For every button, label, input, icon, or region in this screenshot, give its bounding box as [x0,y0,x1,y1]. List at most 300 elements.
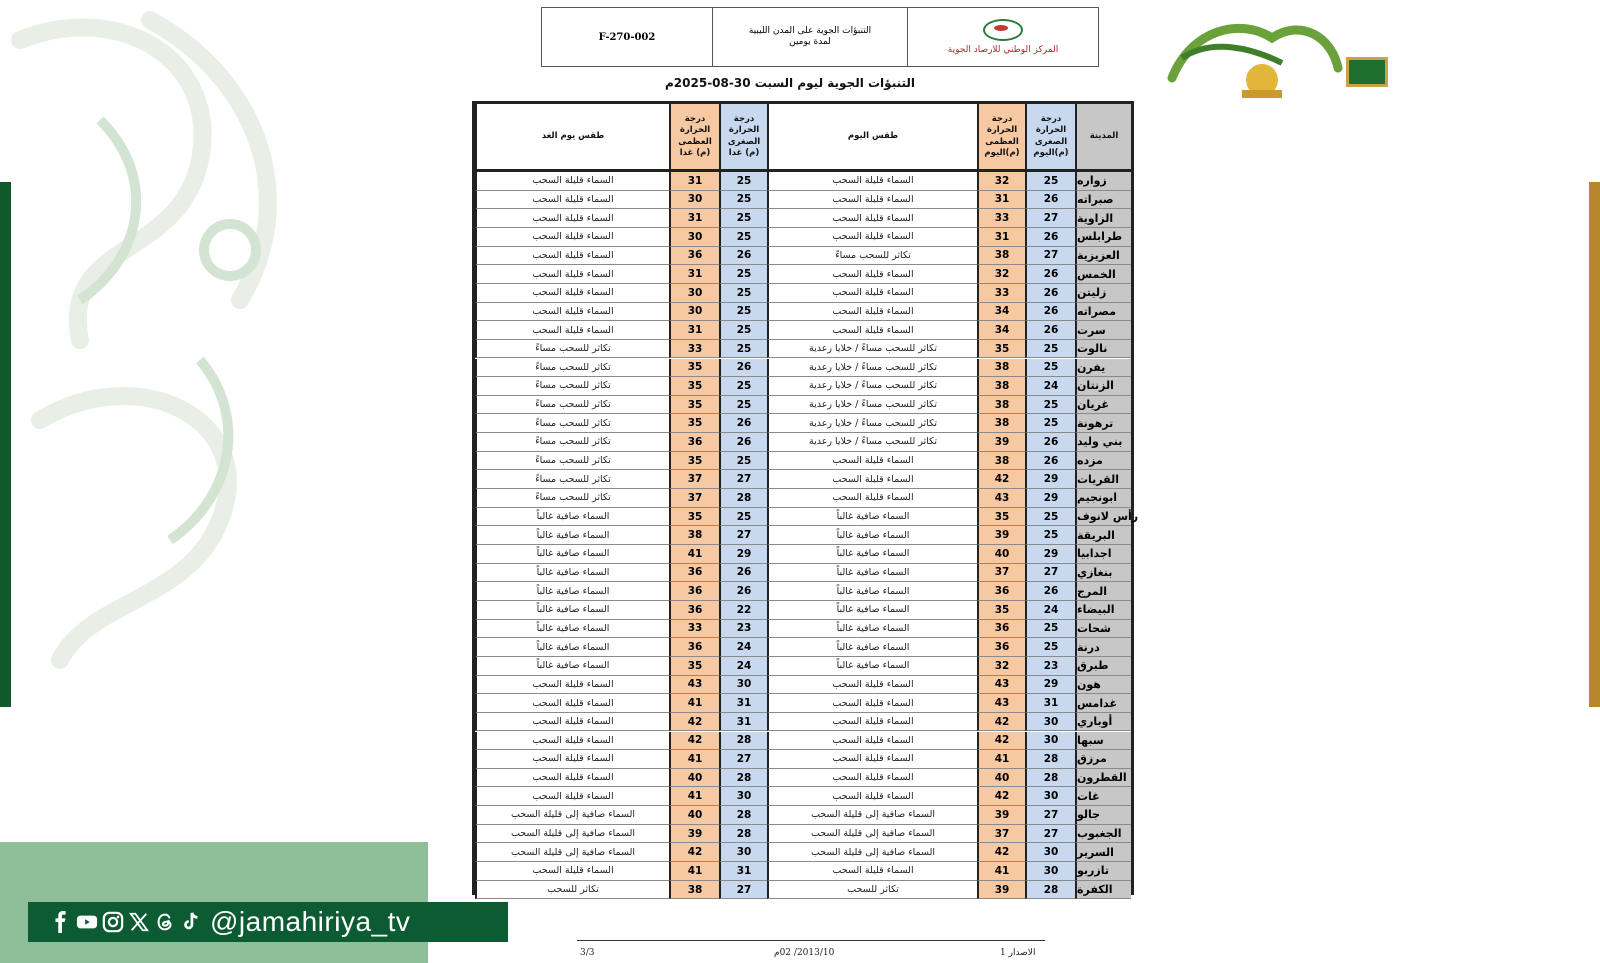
city-cell: طرابلس [1075,228,1131,247]
weather-tomorrow-cell: السماء قليلة السحب [475,191,669,210]
city-cell: يفرن [1075,359,1131,378]
weather-tomorrow-cell: تكاثر للسحب مساءً [475,340,669,359]
max-today-cell: 35 [977,601,1025,620]
min-today-cell: 30 [1025,713,1075,732]
weather-today-cell: السماء صافية إلى قليلة السحب [767,843,977,862]
min-tomorrow-cell: 30 [719,843,767,862]
weather-today-cell: السماء قليلة السحب [767,489,977,508]
min-tomorrow-cell: 27 [719,470,767,489]
min-today-cell: 28 [1025,769,1075,788]
weather-tomorrow-cell: السماء صافية غالباً [475,508,669,527]
min-today-cell: 25 [1025,638,1075,657]
min-tomorrow-cell: 23 [719,620,767,639]
min-today-cell: 25 [1025,340,1075,359]
max-today-cell: 42 [977,713,1025,732]
table-row [475,843,1131,862]
city-cell: العزيزية [1075,247,1131,266]
city-cell: شحات [1075,620,1131,639]
weather-today-cell: السماء قليلة السحب [767,470,977,489]
footer-rule [577,940,1045,941]
max-tomorrow-cell: 37 [669,470,719,489]
min-today-cell: 27 [1025,825,1075,844]
min-today-cell: 24 [1025,601,1075,620]
weather-tomorrow-cell: السماء صافية غالباً [475,638,669,657]
weather-tomorrow-cell: السماء صافية غالباً [475,582,669,601]
weather-today-cell: السماء قليلة السحب [767,787,977,806]
min-today-cell: 27 [1025,806,1075,825]
org-logo-icon [983,19,1023,41]
table-row [475,657,1131,676]
header-weather-tomorrow: طقس يوم الغد [475,104,669,169]
max-tomorrow-cell: 41 [669,694,719,713]
threads-icon[interactable] [154,911,176,933]
weather-today-cell: السماء قليلة السحب [767,265,977,284]
min-tomorrow-cell: 26 [719,564,767,583]
weather-tomorrow-cell: السماء قليلة السحب [475,265,669,284]
max-tomorrow-cell: 35 [669,508,719,527]
weather-today-cell: السماء قليلة السحب [767,172,977,191]
max-today-cell: 35 [977,508,1025,527]
city-cell: المرج [1075,582,1131,601]
table-row [475,172,1131,191]
weather-today-cell: تكاثر للسحب مساءً / خلايا رعدية [767,340,977,359]
min-tomorrow-cell: 25 [719,209,767,228]
table-row [475,284,1131,303]
city-cell: اجدابيا [1075,545,1131,564]
min-today-cell: 25 [1025,359,1075,378]
max-today-cell: 31 [977,228,1025,247]
min-tomorrow-cell: 25 [719,452,767,471]
table-row [475,787,1131,806]
forecast-table [472,101,1139,896]
city-cell: القطرون [1075,769,1131,788]
weather-today-cell: السماء قليلة السحب [767,750,977,769]
weather-today-cell: السماء قليلة السحب [767,713,977,732]
min-today-cell: 28 [1025,881,1075,900]
weather-tomorrow-cell: السماء صافية غالباً [475,601,669,620]
max-today-cell: 37 [977,564,1025,583]
weather-today-cell: السماء صافية غالباً [767,657,977,676]
table-row [475,228,1131,247]
weather-today-cell: السماء صافية إلى قليلة السحب [767,825,977,844]
youtube-icon[interactable] [76,911,98,933]
weather-tomorrow-cell: السماء صافية غالباً [475,620,669,639]
min-today-cell: 26 [1025,265,1075,284]
weather-tomorrow-cell: السماء قليلة السحب [475,321,669,340]
weather-tomorrow-cell: السماء قليلة السحب [475,209,669,228]
tiktok-icon[interactable] [180,911,202,933]
left-accent-strip [0,182,11,707]
weather-today-cell: السماء قليلة السحب [767,694,977,713]
city-cell: زواره [1075,172,1131,191]
footer-page: 3/3 [580,948,595,958]
min-tomorrow-cell: 25 [719,191,767,210]
weather-today-cell: السماء صافية غالباً [767,638,977,657]
weather-today-cell: السماء صافية غالباً [767,564,977,583]
min-tomorrow-cell: 25 [719,303,767,322]
max-today-cell: 39 [977,806,1025,825]
weather-tomorrow-cell: السماء صافية غالباً [475,657,669,676]
weather-tomorrow-cell: السماء صافية إلى قليلة السحب [475,843,669,862]
weather-tomorrow-cell: السماء قليلة السحب [475,676,669,695]
table-row [475,526,1131,545]
weather-tomorrow-cell: السماء قليلة السحب [475,247,669,266]
min-tomorrow-cell: 31 [719,713,767,732]
max-today-cell: 39 [977,881,1025,900]
max-today-cell: 38 [977,452,1025,471]
max-today-cell: 33 [977,284,1025,303]
city-cell: نالوت [1075,340,1131,359]
weather-tomorrow-cell: تكاثر للسحب مساءً [475,433,669,452]
form-code: F-270-002 [542,8,713,66]
header-max-today: درجة الحرارة العظمى (م)اليوم [977,104,1025,169]
min-today-cell: 29 [1025,489,1075,508]
city-cell: بني وليد [1075,433,1131,452]
max-today-cell: 41 [977,750,1025,769]
max-today-cell: 36 [977,638,1025,657]
form-title-line1: التنبؤات الجوية على المدن الليبية [748,26,872,37]
min-today-cell: 26 [1025,191,1075,210]
min-tomorrow-cell: 31 [719,694,767,713]
min-tomorrow-cell: 28 [719,732,767,751]
table-row [475,825,1131,844]
facebook-icon[interactable] [50,911,72,933]
table-row [475,545,1131,564]
min-today-cell: 30 [1025,843,1075,862]
instagram-icon[interactable] [102,911,124,933]
weather-tomorrow-cell: السماء قليلة السحب [475,694,669,713]
min-tomorrow-cell: 24 [719,657,767,676]
social-bar [28,902,508,942]
weather-today-cell: السماء قليلة السحب [767,228,977,247]
max-tomorrow-cell: 31 [669,209,719,228]
weather-today-cell: السماء قليلة السحب [767,452,977,471]
footer-date: 2013/10/ 02م [774,948,835,958]
weather-tomorrow-cell: السماء صافية غالباً [475,564,669,583]
right-accent-strip [1589,182,1600,707]
max-tomorrow-cell: 36 [669,433,719,452]
max-tomorrow-cell: 36 [669,247,719,266]
min-tomorrow-cell: 25 [719,396,767,415]
weather-today-cell: تكاثر للسحب مساءً / خلايا رعدية [767,377,977,396]
city-cell: سبها [1075,732,1131,751]
city-cell: غدامس [1075,694,1131,713]
min-tomorrow-cell: 22 [719,601,767,620]
weather-tomorrow-cell: السماء صافية إلى قليلة السحب [475,825,669,844]
min-today-cell: 26 [1025,321,1075,340]
social-handle[interactable]: @jamahiriya_tv [210,906,411,937]
city-cell: القريات [1075,470,1131,489]
table-row [475,620,1131,639]
weather-today-cell: السماء صافية غالباً [767,620,977,639]
min-today-cell: 25 [1025,172,1075,191]
weather-today-cell: السماء صافية غالباً [767,526,977,545]
min-today-cell: 25 [1025,508,1075,527]
header-min-today: درجة الحرارة الصغرى (م)اليوم [1025,104,1075,169]
max-tomorrow-cell: 37 [669,489,719,508]
max-today-cell: 38 [977,247,1025,266]
max-tomorrow-cell: 35 [669,359,719,378]
max-today-cell: 42 [977,787,1025,806]
page-title: التنبؤات الجوية ليوم السبت 30-08-2025م [664,76,916,90]
max-today-cell: 31 [977,191,1025,210]
min-today-cell: 26 [1025,582,1075,601]
city-cell: مرزق [1075,750,1131,769]
max-tomorrow-cell: 30 [669,228,719,247]
city-cell: تازربو [1075,862,1131,881]
max-tomorrow-cell: 41 [669,545,719,564]
max-today-cell: 38 [977,396,1025,415]
table-row [475,489,1131,508]
weather-today-cell: تكاثر للسحب مساءً / خلايا رعدية [767,396,977,415]
weather-today-cell: السماء صافية إلى قليلة السحب [767,806,977,825]
weather-today-cell: تكاثر للسحب مساءً [767,247,977,266]
min-tomorrow-cell: 24 [719,638,767,657]
max-today-cell: 39 [977,433,1025,452]
table-row [475,470,1131,489]
weather-tomorrow-cell: السماء صافية إلى قليلة السحب [475,806,669,825]
max-tomorrow-cell: 36 [669,582,719,601]
city-cell: الخمس [1075,265,1131,284]
table-header [475,104,1131,172]
table-row [475,377,1131,396]
min-tomorrow-cell: 27 [719,750,767,769]
table-row [475,340,1131,359]
min-today-cell: 27 [1025,209,1075,228]
city-cell: الزاوية [1075,209,1131,228]
table-row [475,676,1131,695]
min-tomorrow-cell: 25 [719,508,767,527]
min-tomorrow-cell: 25 [719,321,767,340]
weather-tomorrow-cell: السماء قليلة السحب [475,769,669,788]
city-cell: ابونجيم [1075,489,1131,508]
city-cell: ترهونة [1075,414,1131,433]
min-tomorrow-cell: 25 [719,340,767,359]
weather-tomorrow-cell: السماء قليلة السحب [475,284,669,303]
max-tomorrow-cell: 41 [669,862,719,881]
weather-today-cell: تكاثر للسحب مساءً / خلايا رعدية [767,359,977,378]
table-row [475,601,1131,620]
max-today-cell: 38 [977,377,1025,396]
weather-tomorrow-cell: تكاثر للسحب مساءً [475,359,669,378]
table-row [475,247,1131,266]
city-cell: أوباري [1075,713,1131,732]
min-today-cell: 28 [1025,750,1075,769]
min-today-cell: 29 [1025,545,1075,564]
weather-tomorrow-cell: تكاثر للسحب مساءً [475,377,669,396]
table-row [475,433,1131,452]
weather-tomorrow-cell: السماء قليلة السحب [475,303,669,322]
min-tomorrow-cell: 26 [719,247,767,266]
max-tomorrow-cell: 41 [669,750,719,769]
max-tomorrow-cell: 31 [669,172,719,191]
form-title-line2: لمدة يومين [789,37,831,47]
city-cell: البيضاء [1075,601,1131,620]
min-today-cell: 29 [1025,676,1075,695]
max-today-cell: 33 [977,209,1025,228]
max-tomorrow-cell: 38 [669,526,719,545]
table-row [475,508,1139,527]
table-row [475,414,1131,433]
table-row [475,862,1131,881]
weather-tomorrow-cell: السماء قليلة السحب [475,732,669,751]
city-cell: جالو [1075,806,1131,825]
min-tomorrow-cell: 28 [719,489,767,508]
max-tomorrow-cell: 40 [669,806,719,825]
min-tomorrow-cell: 25 [719,228,767,247]
table-row [475,452,1131,471]
min-today-cell: 31 [1025,694,1075,713]
max-today-cell: 34 [977,303,1025,322]
min-tomorrow-cell: 30 [719,787,767,806]
max-today-cell: 35 [977,340,1025,359]
min-today-cell: 26 [1025,303,1075,322]
weather-today-cell: السماء قليلة السحب [767,676,977,695]
max-today-cell: 43 [977,489,1025,508]
weather-today-cell: السماء قليلة السحب [767,303,977,322]
flag-square [1346,57,1388,87]
weather-tomorrow-cell: السماء قليلة السحب [475,787,669,806]
min-tomorrow-cell: 29 [719,545,767,564]
x-icon[interactable] [128,911,150,933]
city-cell: زليتن [1075,284,1131,303]
max-tomorrow-cell: 35 [669,452,719,471]
footer-edition: الاصدار 1 [1000,948,1036,958]
weather-today-cell: السماء قليلة السحب [767,209,977,228]
max-today-cell: 39 [977,526,1025,545]
weather-today-cell: السماء صافية غالباً [767,545,977,564]
max-tomorrow-cell: 30 [669,191,719,210]
table-row [475,582,1131,601]
max-tomorrow-cell: 31 [669,321,719,340]
max-tomorrow-cell: 33 [669,340,719,359]
weather-today-cell: تكاثر للسحب [767,881,977,900]
table-row [475,769,1131,788]
max-today-cell: 43 [977,676,1025,695]
max-tomorrow-cell: 35 [669,396,719,415]
max-today-cell: 42 [977,470,1025,489]
table-row [475,750,1131,769]
header-min-tomorrow: درجة الحرارة الصغرى (م) غدا [719,104,767,169]
weather-tomorrow-cell: السماء قليلة السحب [475,228,669,247]
max-today-cell: 36 [977,582,1025,601]
min-today-cell: 25 [1025,414,1075,433]
weather-tomorrow-cell: السماء صافية غالباً [475,526,669,545]
weather-today-cell: تكاثر للسحب مساءً / خلايا رعدية [767,433,977,452]
weather-today-cell: السماء صافية غالباً [767,508,977,527]
min-today-cell: 24 [1025,377,1075,396]
max-today-cell: 36 [977,620,1025,639]
table-row [475,209,1131,228]
city-cell: مصراته [1075,303,1131,322]
min-tomorrow-cell: 31 [719,862,767,881]
city-cell: البريقة [1075,526,1131,545]
city-cell: الجغبوب [1075,825,1131,844]
max-tomorrow-cell: 42 [669,713,719,732]
weather-today-cell: السماء قليلة السحب [767,862,977,881]
city-cell: غات [1075,787,1131,806]
weather-today-cell: السماء صافية غالباً [767,582,977,601]
channel-logo [1162,8,1344,98]
min-tomorrow-cell: 26 [719,414,767,433]
max-today-cell: 38 [977,359,1025,378]
weather-tomorrow-cell: السماء قليلة السحب [475,750,669,769]
weather-tomorrow-cell: السماء قليلة السحب [475,713,669,732]
min-today-cell: 25 [1025,396,1075,415]
min-today-cell: 25 [1025,526,1075,545]
min-today-cell: 25 [1025,620,1075,639]
weather-tomorrow-cell: تكاثر للسحب مساءً [475,396,669,415]
max-tomorrow-cell: 30 [669,303,719,322]
header-weather-today: طقس اليوم [767,104,977,169]
max-tomorrow-cell: 30 [669,284,719,303]
table-row [475,638,1131,657]
min-tomorrow-cell: 25 [719,377,767,396]
table-row [475,732,1131,751]
min-tomorrow-cell: 26 [719,433,767,452]
table-row [475,359,1131,378]
city-cell: الزنتان [1075,377,1131,396]
min-today-cell: 30 [1025,862,1075,881]
max-tomorrow-cell: 42 [669,732,719,751]
weather-today-cell: السماء قليلة السحب [767,284,977,303]
weather-today-cell: السماء قليلة السحب [767,321,977,340]
weather-tomorrow-cell: تكاثر للسحب مساءً [475,414,669,433]
table-row [475,396,1131,415]
city-cell: بنغازي [1075,564,1131,583]
min-today-cell: 26 [1025,433,1075,452]
max-tomorrow-cell: 31 [669,265,719,284]
city-cell: غريان [1075,396,1131,415]
weather-today-cell: السماء قليلة السحب [767,732,977,751]
org-name: المركز الوطني للارصاد الجوية [947,45,1059,55]
city-cell: هون [1075,676,1131,695]
min-tomorrow-cell: 27 [719,526,767,545]
max-today-cell: 34 [977,321,1025,340]
table-row [475,713,1131,732]
max-tomorrow-cell: 33 [669,620,719,639]
min-tomorrow-cell: 28 [719,769,767,788]
max-tomorrow-cell: 43 [669,676,719,695]
min-today-cell: 26 [1025,228,1075,247]
weather-tomorrow-cell: السماء قليلة السحب [475,172,669,191]
city-cell: طبرق [1075,657,1131,676]
min-today-cell: 29 [1025,470,1075,489]
max-today-cell: 32 [977,172,1025,191]
min-tomorrow-cell: 26 [719,582,767,601]
arabesque-decoration [0,0,330,700]
min-tomorrow-cell: 25 [719,284,767,303]
max-today-cell: 32 [977,657,1025,676]
min-today-cell: 27 [1025,247,1075,266]
max-tomorrow-cell: 42 [669,843,719,862]
table-row [475,303,1131,322]
table-row [475,564,1131,583]
max-tomorrow-cell: 35 [669,414,719,433]
city-cell: درنة [1075,638,1131,657]
min-today-cell: 30 [1025,787,1075,806]
city-cell: سرت [1075,321,1131,340]
org-block [908,8,1098,66]
min-tomorrow-cell: 30 [719,676,767,695]
max-today-cell: 42 [977,732,1025,751]
weather-today-cell: السماء قليلة السحب [767,769,977,788]
min-tomorrow-cell: 25 [719,172,767,191]
min-today-cell: 27 [1025,564,1075,583]
max-today-cell: 40 [977,769,1025,788]
table-row [475,694,1131,713]
city-cell: الكفرة [1075,881,1131,900]
